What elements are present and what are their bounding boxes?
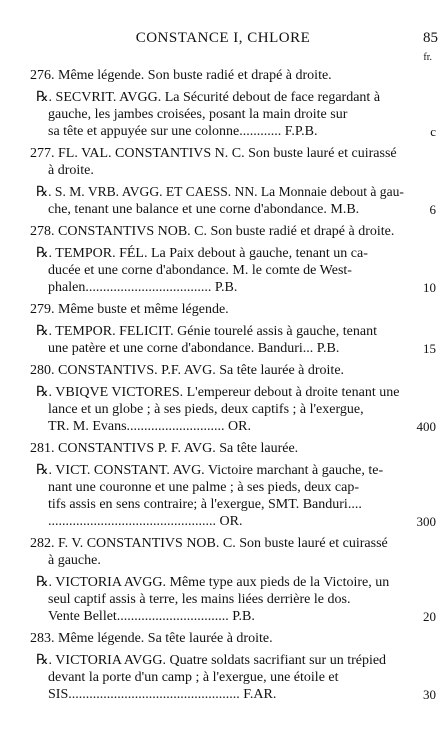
entry-text: 276. Même légende. Son buste radié et drapé à droite. xyxy=(30,68,332,83)
entry-text: TR. M. Evans............................ OR. xyxy=(48,419,251,434)
entry-text: 279. Même buste et même légende. xyxy=(30,302,229,317)
page-title: CONSTANCE I, CHLORE xyxy=(135,30,311,46)
entry-text: 277. FL. VAL. CONSTANTIVS N. C. Son buste lauré et cuirassé xyxy=(30,146,397,161)
rarity-value: 6 xyxy=(429,202,436,217)
entry-text: lance et un globe ; à ses pieds, deux captifs ; à l'exergue, xyxy=(48,402,364,417)
entry-text: 281. CONSTANTIVS P. F. AVG. Sa tête laurée. xyxy=(30,441,299,456)
entry-text: ℞. VBIQVE VICTORES. L'empereur debout à droite tenant une xyxy=(36,385,400,400)
entry-text: nant une couronne et une palme ; à ses pieds, deux cap- xyxy=(48,480,360,495)
entry-text: ℞. SECVRIT. AVGG. La Sécurité debout de face regardant à xyxy=(36,90,381,105)
entry-text: ℞. VICTORIA AVGG. Quatre soldats sacrifiant sur un trépied xyxy=(36,653,387,668)
entry-text: ℞. TEMPOR. FÉL. La Paix debout à gauche, tenant un ca- xyxy=(36,246,368,261)
entry-text: une patère et une corne d'abondance. Banduri... P.B. xyxy=(48,341,340,356)
entry-text: SIS................................................. F.AR. xyxy=(48,687,277,702)
entry-text: à gauche. xyxy=(48,553,101,568)
entry-text: devant la porte d'un camp ; à l'exergue, une étoile et xyxy=(48,670,339,685)
entry-text: ℞. S. M. VRB. AVGG. ET CAESS. NN. La Monnaie debout à gau- xyxy=(36,185,404,200)
entry-text: ℞. VICT. CONSTANT. AVG. Victoire marchant à gauche, te- xyxy=(36,463,384,478)
rarity-value: 300 xyxy=(416,514,436,529)
header-note: fr. xyxy=(423,52,432,63)
entry-text: à droite. xyxy=(48,163,94,178)
page-header xyxy=(0,30,446,63)
rarity-value: 20 xyxy=(423,609,436,624)
entry-text: phalen.................................... P.B. xyxy=(48,280,238,295)
page-number: 85 xyxy=(423,30,438,46)
rarity-value: 15 xyxy=(423,341,436,356)
rarity-value: 10 xyxy=(423,280,436,295)
entry-text: 283. Même légende. Sa tête laurée à droite. xyxy=(30,631,273,646)
entry-text: ................................................ OR. xyxy=(48,514,243,529)
rarity-value: c xyxy=(430,124,436,139)
entry-text: ducée et une corne d'abondance. M. le comte de West- xyxy=(48,263,352,278)
entry-text: tifs assis en sens contraire; à l'exergue, SMT. Banduri.... xyxy=(48,497,362,512)
entry-text: Vente Bellet................................ P.B. xyxy=(48,609,255,624)
entry-text: seul captif assis à terre, les mains liées derrière le dos. xyxy=(48,592,351,607)
rarity-value: 30 xyxy=(423,687,436,702)
entry-text: sa tête et appuyée sur une colonne............ F.P.B. xyxy=(48,124,318,139)
entry-text: ℞. TEMPOR. FELICIT. Génie tourelé assis à gauche, tenant xyxy=(36,324,377,339)
entry-text: ℞. VICTORIA AVGG. Même type aux pieds de la Victoire, un xyxy=(36,575,390,590)
entry-text: 282. F. V. CONSTANTIVS NOB. C. Son buste lauré et cuirassé xyxy=(30,536,388,551)
entry-text: che, tenant une balance et une corne d'abondance. M.B. xyxy=(48,202,360,217)
entry-text: 280. CONSTANTIVS. P.F. AVG. Sa tête laurée à droite. xyxy=(30,363,345,378)
entry-text: gauche, les jambes croisées, posant la main droite sur xyxy=(48,107,348,122)
entry-text: 278. CONSTANTIVS NOB. C. Son buste radié et drapé à droite. xyxy=(30,224,395,239)
rarity-value: 400 xyxy=(416,419,436,434)
